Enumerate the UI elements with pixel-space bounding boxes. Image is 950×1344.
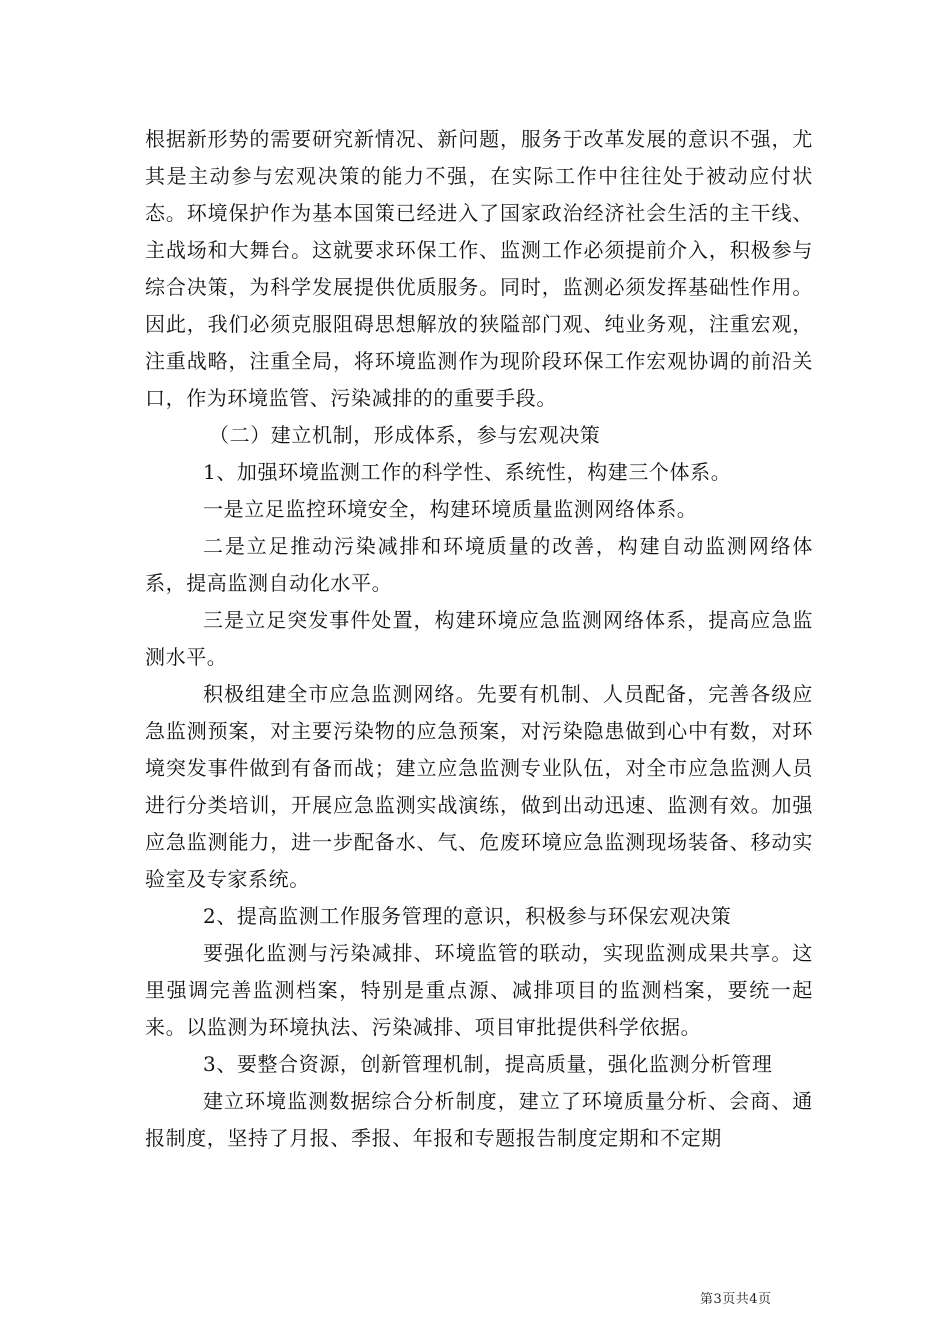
paragraph-emergency-network: 积极组建全市应急监测网络。先要有机制、人员配备，完善各级应急监测预案，对主要污染物的应急预案，对污染隐患做到心中有数，对环境突发事件做到有备而战；建立应急监测专业队伍，对全市应急监测人员进行分类培训，开展应急监测实战演练，做到出动迅速、监测有效。加强应急监测能力，进一步配备水、气、危废环境应急监测现场装备、移动实验室及专家系统。 [145, 682, 813, 891]
paragraph-system-1: 一是立足监控环境安全，构建环境质量监测网络体系。 [203, 497, 698, 521]
paragraph-continuation: 根据新形势的需要研究新情况、新问题，服务于改革发展的意识不强，尤其是主动参与宏观决策的能力不强，在实际工作中往往处于被动应付状态。环境保护作为基本国策已经进入了国家政治经济社会生活的主干线、主战场和大舞台。这就要求环保工作、监测工作必须提前介入，积极参与综合决策，为科学发展提供优质服务。同时，监测必须发挥基础性作用。因此，我们必须克服阻碍思想解放的狭隘部门观、纯业务观，注重宏观，注重战略，注重全局，将环境监测作为现阶段环保工作宏观协调的前沿关口，作为环境监管、污染减排的的重要手段。 [145, 127, 813, 410]
document-body [145, 121, 813, 1157]
section-heading: （二）建立机制，形成体系，参与宏观决策 [209, 423, 601, 447]
page-number: 第3页共4页 [700, 1292, 772, 1307]
paragraph-system-3: 三是立足突发事件处置，构建环境应急监测网络体系，提高应急监测水平。 [145, 608, 813, 669]
paragraph-system-2: 二是立足推动污染减排和环境质量的改善，构建自动监测网络体系，提高监测自动化水平。 [145, 534, 813, 595]
paragraph-linkage: 要强化监测与污染减排、环境监管的联动，实现监测成果共享。这里强调完善监测档案，特别是重点源、减排项目的监测档案，要统一起来。以监测为环境执法、污染减排、项目审批提供科学依据。 [145, 941, 813, 1039]
paragraph-analysis-system: 建立环境监测数据综合分析制度，建立了环境质量分析、会商、通报制度，坚持了月报、季报、年报和专题报告制度定期和不定期 [145, 1089, 813, 1150]
subsection-heading-3: 3、要整合资源，创新管理机制，提高质量，强化监测分析管理 [203, 1052, 773, 1076]
subsection-heading-2: 2、提高监测工作服务管理的意识，积极参与环保宏观决策 [203, 904, 732, 928]
subsection-heading-1: 1、加强环境监测工作的科学性、系统性，构建三个体系。 [203, 460, 732, 484]
